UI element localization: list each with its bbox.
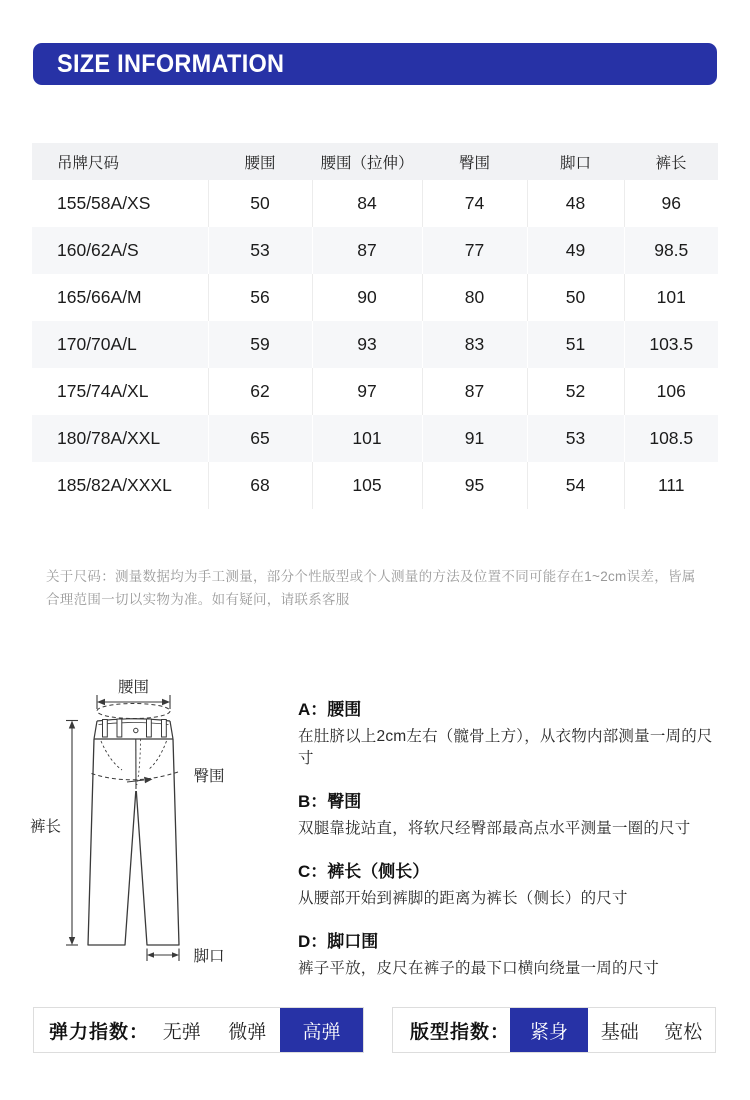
diagram-hem-label: 脚口 [193,948,225,965]
size-disclaimer-text: 关于尺码：测量数据均为手工测量，部分个性版型或个人测量的方法及位置不同可能存在1~2cm误差，皆属合理范围一切以实物为准。如有疑问，请联系客服 [46,568,696,607]
cell-waist-stretched: 90 [312,274,422,321]
guide-title: C：裤长（侧长） [298,862,430,881]
cell-size: 160/62A/S [57,240,139,260]
fit-index-label: 版型指数： [410,1021,511,1043]
elasticity-option-none: 无弹 [162,1021,201,1043]
measurement-guide [298,700,720,1002]
cell-waist-stretched: 84 [312,180,422,227]
cell-leg-opening: 51 [527,321,624,368]
cell-leg-opening: 48 [527,180,624,227]
guide-title: D：脚口围 [298,932,379,951]
cell-size: 170/70A/L [57,334,137,354]
cell-length: 101 [624,274,718,321]
cell-waist: 50 [208,180,312,227]
guide-title: B：臀围 [298,792,362,811]
table-row [32,180,718,227]
elasticity-index-label: 弹力指数： [49,1021,150,1043]
guide-title: A：腰围 [298,700,362,719]
cell-leg-opening: 54 [527,462,624,509]
waist-dimension-arrow [97,695,170,709]
cell-size: 180/78A/XXL [57,428,161,448]
table-row [32,462,718,509]
guide-item-waist [298,700,720,770]
cell-size: 185/82A/XXXL [57,475,172,495]
col-header-pants-length: 裤长 [624,143,718,180]
cell-leg-opening: 50 [527,274,624,321]
elasticity-option-high-selected: 高弹 [280,1008,363,1052]
guide-desc: 从腰部开始到裤脚的距离为裤长（侧长）的尺寸 [298,890,628,907]
diagram-hip-label: 臀围 [193,768,225,785]
cell-waist: 53 [208,227,312,274]
cell-waist: 65 [208,415,312,462]
table-row [32,227,718,274]
elasticity-index-box [33,1007,364,1053]
cell-hip: 87 [422,368,527,415]
col-header-tag-size: 吊牌尺码 [32,143,208,180]
fit-option-tight-selected: 紧身 [510,1008,588,1052]
cell-waist: 62 [208,368,312,415]
length-dimension-arrow [66,721,78,946]
section-title: SIZE INFORMATION [57,49,285,78]
index-badges-row [33,1007,716,1053]
col-header-waist: 腰围 [208,143,312,180]
guide-desc: 在肚脐以上2cm左右（髋骨上方），从衣物内部测量一周的尺寸 [298,728,713,767]
cell-leg-opening: 53 [527,415,624,462]
cell-size: 155/58A/XS [57,193,151,213]
section-title-bar [33,43,717,85]
table-row [32,368,718,415]
cell-waist-stretched: 105 [312,462,422,509]
left-pocket-stitch [101,741,122,770]
cell-waist-stretched: 97 [312,368,422,415]
guide-item-hem [298,932,720,980]
cell-hip: 95 [422,462,527,509]
diagram-length-label: 裤长 [30,818,62,836]
col-header-leg-opening: 脚口 [527,143,624,180]
cell-length: 96 [624,180,718,227]
cell-hip: 80 [422,274,527,321]
cell-leg-opening: 49 [527,227,624,274]
cell-waist-stretched: 93 [312,321,422,368]
size-table [32,143,718,509]
cell-waist: 59 [208,321,312,368]
table-row [32,274,718,321]
guide-item-hip [298,792,720,840]
cell-size: 165/66A/M [57,287,142,307]
cell-waist: 56 [208,274,312,321]
pants-measurement-diagram [30,660,290,982]
guide-desc: 裤子平放，皮尺在裤子的最下口横向绕量一周的尺寸 [298,960,660,977]
cell-hip: 77 [422,227,527,274]
pants-legs-outline [88,739,179,945]
cell-hip: 91 [422,415,527,462]
measurement-figure-section [30,660,720,982]
cell-length: 103.5 [624,321,718,368]
cell-waist-stretched: 87 [312,227,422,274]
cell-length: 108.5 [624,415,718,462]
cell-length: 111 [624,462,718,509]
diagram-waist-label: 腰围 [117,679,150,696]
cell-waist: 68 [208,462,312,509]
col-header-hip: 臀围 [422,143,527,180]
guide-desc: 双腿靠拢站直，将软尺经臀部最高点水平测量一圈的尺寸 [298,820,691,837]
cell-waist-stretched: 101 [312,415,422,462]
table-row [32,415,718,462]
fit-option-loose: 宽松 [664,1021,703,1043]
fit-option-basic: 基础 [600,1021,639,1043]
cell-hip: 74 [422,180,527,227]
size-table-header-row [32,143,718,180]
col-header-waist-stretched: 腰围（拉伸） [312,143,422,180]
table-row [32,321,718,368]
cell-size: 175/74A/XL [57,381,149,401]
right-pocket-stitch [148,741,167,770]
cell-length: 106 [624,368,718,415]
fit-index-box [392,1007,716,1053]
cell-hip: 83 [422,321,527,368]
cell-length: 98.5 [624,227,718,274]
elasticity-option-slight: 微弹 [228,1021,267,1043]
button [134,728,138,732]
cell-leg-opening: 52 [527,368,624,415]
belt-loops [103,719,167,737]
guide-item-length [298,862,720,910]
